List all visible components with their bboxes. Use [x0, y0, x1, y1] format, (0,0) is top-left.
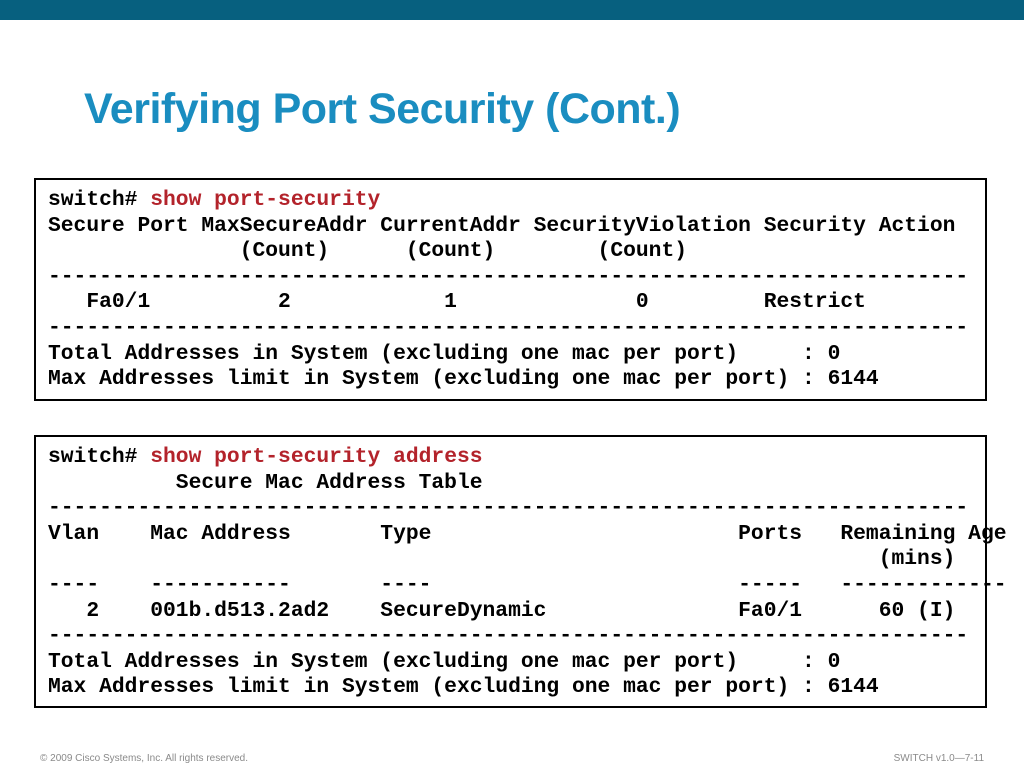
cli-command: show port-security: [150, 188, 381, 212]
cli-line: ------------------------------------------------------------------------: [48, 264, 969, 289]
cli-line: ------------------------------------------------------------------------: [48, 315, 969, 340]
cli-output-port-security: [34, 178, 987, 401]
slide-title: Verifying Port Security (Cont.): [84, 85, 681, 133]
cli-text: [48, 445, 1007, 701]
cli-line: Max Addresses limit in System (excluding one mac per port) : 6144: [48, 367, 879, 392]
cli-line: Vlan Mac Address Type Ports Remaining Age: [48, 521, 1007, 546]
slide-reference: SWITCH v1.0—7-11: [893, 753, 984, 764]
cli-command: show port-security address: [150, 445, 483, 469]
cli-prompt: switch#: [48, 188, 151, 212]
cli-line: (Count) (Count) (Count): [48, 239, 688, 264]
cli-line: Max Addresses limit in System (excluding one mac per port) : 6144: [48, 675, 879, 700]
cli-line: Secure Port MaxSecureAddr CurrentAddr SecurityViolation Security Action: [48, 213, 956, 238]
copyright-notice: © 2009 Cisco Systems, Inc. All rights reserved.: [40, 753, 249, 764]
cli-line: Total Addresses in System (excluding one mac per port) : 0: [48, 341, 841, 366]
cli-prompt: switch#: [48, 445, 151, 469]
cli-line: 2 001b.d513.2ad2 SecureDynamic Fa0/1 60 (I): [48, 598, 956, 623]
cli-line: Secure Mac Address Table: [48, 470, 483, 495]
cli-line: ------------------------------------------------------------------------: [48, 624, 969, 649]
cli-line: ------------------------------------------------------------------------: [48, 496, 969, 521]
top-banner-bar: [0, 0, 1024, 20]
cli-line: Fa0/1 2 1 0 Restrict: [48, 290, 866, 315]
cli-output-port-security-address: [34, 435, 1007, 708]
cli-line: (mins): [48, 547, 956, 572]
cli-text: [48, 188, 968, 393]
cli-line: ---- ----------- ---- ----- -------------: [48, 572, 1007, 597]
cli-line: Total Addresses in System (excluding one mac per port) : 0: [48, 649, 841, 674]
